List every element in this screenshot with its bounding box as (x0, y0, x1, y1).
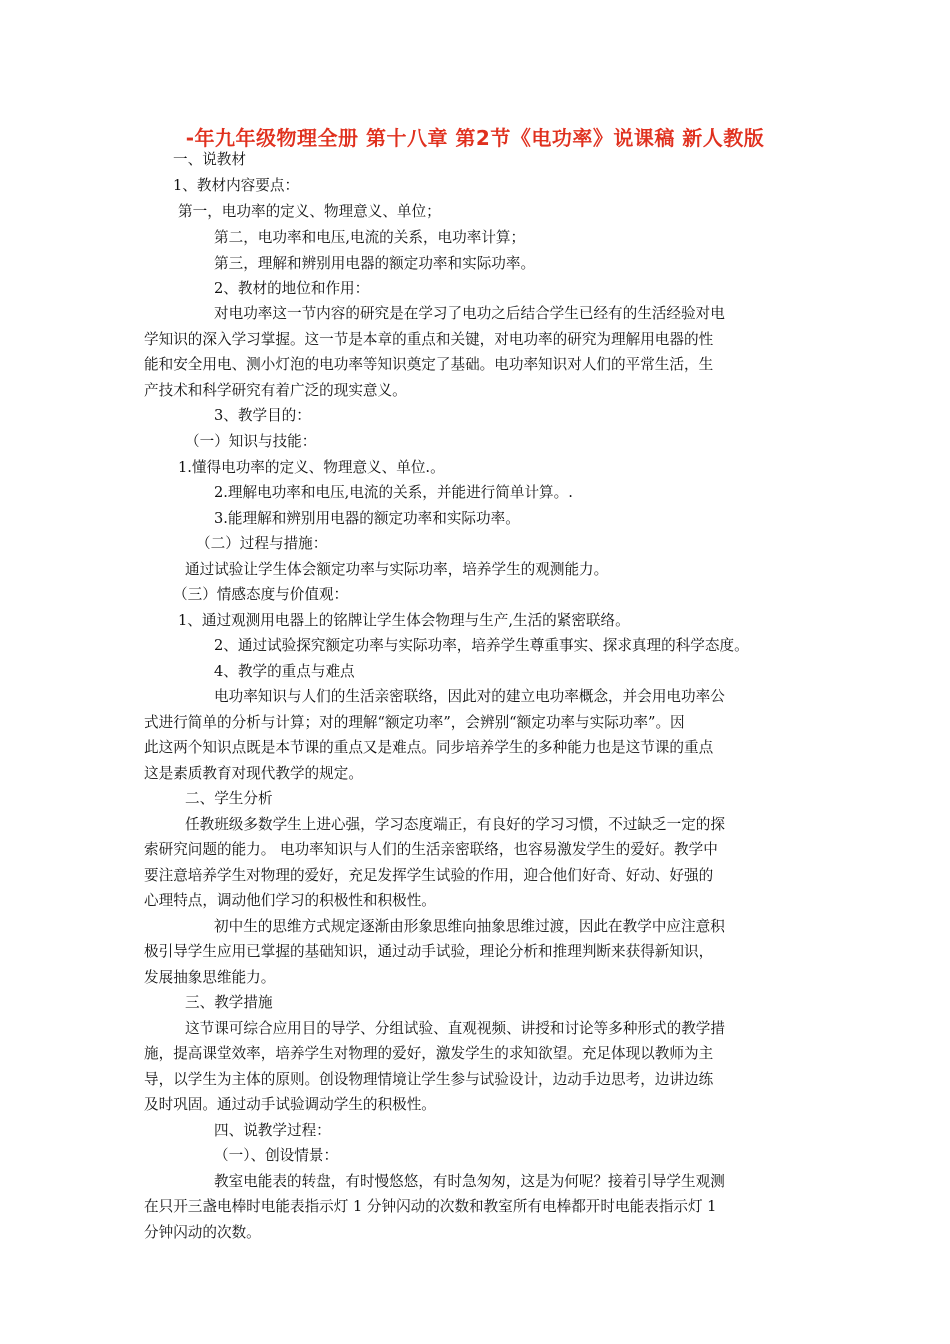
paragraph-line: 极引导学生应用已掌握的基础知识，通过动手试验，理论分析和推理判断来获得新知识， (144, 943, 714, 960)
paragraph-line: 这是素质教育对现代教学的规定。 (144, 765, 363, 782)
paragraph-line: 此这两个知识点既是本节课的重点又是难点。同步培养学生的多种能力也是这节课的重点 (144, 739, 714, 756)
paragraph-line: 发展抽象思维能力。 (144, 969, 276, 986)
paragraph-line: 学知识的深入学习掌握。这一节是本章的重点和关键，对电功率的研究为理解用电器的性 (144, 331, 714, 348)
paragraph-line: 式进行简单的分析与计算；对的理解“额定功率”，会辨别“额定功率与实际功率”。因 (144, 714, 685, 731)
paragraph-line: 这节课可综合应用目的导学、分组试验、直观视频、讲授和讨论等多种形式的教学措 (185, 1020, 725, 1037)
paragraph-line: 对电功率这一节内容的研究是在学习了电功之后结合学生已经有的生活经验对电 (214, 305, 725, 322)
subheading: 2、教材的地位和作用： (214, 280, 370, 297)
heading-section-4: 四、说教学过程： (214, 1122, 331, 1139)
paragraph-line: 任教班级多数学生上进心强，学习态度端正，有良好的学习习惯，不过缺乏一定的探 (185, 816, 725, 833)
paragraph-line: 要注意培养学生对物理的爱好，充足发挥学生试验的作用，迎合他们好奇、好动、好强的 (144, 867, 714, 884)
paragraph-line: 索研究问题的能力。 电功率知识与人们的生活亲密联络，也容易激发学生的爱好。教学中 (144, 841, 718, 858)
text-line: 第三，理解和辨别用电器的额定功率和实际功率。 (214, 255, 536, 272)
paragraph-line: 教室电能表的转盘，有时慢悠悠，有时急匆匆，这是为何呢？接着引导学生观测 (214, 1173, 725, 1190)
subheading: （二）过程与措施： (196, 535, 328, 552)
text-line: 2.理解电功率和电压,电流的关系，并能进行简单计算。. (214, 484, 573, 501)
subheading: （一）知识与技能： (185, 433, 317, 450)
heading-section-3: 三、教学措施 (185, 994, 273, 1011)
paragraph-line: 在只开三盏电棒时电能表指示灯 1 分钟闪动的次数和教室所有电棒都开时电能表指示灯 1 (144, 1198, 717, 1215)
text-line: 3.能理解和辨别用电器的额定功率和实际功率。 (214, 510, 520, 527)
paragraph-line: 心理特点，调动他们学习的积极性和积极性。 (144, 892, 436, 909)
paragraph-line: 导，以学生为主体的原则。创设物理情境让学生参与试验设计，边动手边思考，边讲边练 (144, 1071, 714, 1088)
subheading: （一）、创设情景： (214, 1147, 339, 1164)
text-line: 2、通过试验探究额定功率与实际功率，培养学生尊重事实、探求真理的科学态度。 (214, 637, 749, 654)
subheading: 3、教学目的： (214, 407, 311, 424)
paragraph-line: 能和安全用电、测小灯泡的电功率等知识奠定了基础。电功率知识对人们的平常生活，生 (144, 356, 714, 373)
text-line: 1.懂得电功率的定义、物理意义、单位.。 (178, 459, 445, 476)
paragraph-line: 及时巩固。通过动手试验调动学生的积极性。 (144, 1096, 436, 1113)
text-line: 第二，电功率和电压,电流的关系，电功率计算； (214, 229, 526, 246)
paragraph-line: 分钟闪动的次数。 (144, 1224, 261, 1241)
document-title: -年九年级物理全册 第十八章 第2节《电功率》说课稿 新人教版 (185, 126, 765, 150)
text-line: 第一，电功率的定义、物理意义、单位； (178, 203, 441, 220)
paragraph-line: 产技术和科学研究有着广泛的现实意义。 (144, 382, 407, 399)
paragraph-line: 施，提高课堂效率，培养学生对物理的爱好，激发学生的求知欲望。充足体现以教师为主 (144, 1045, 714, 1062)
paragraph-line: 电功率知识与人们的生活亲密联络，因此对的建立电功率概念，并会用电功率公 (214, 688, 725, 705)
text-line: 1、通过观测用电器上的铭牌让学生体会物理与生产,生活的紧密联络。 (178, 612, 630, 629)
subheading: 1、教材内容要点： (173, 177, 300, 194)
paragraph-line: 初中生的思维方式规定逐渐由形象思维向抽象思维过渡，因此在教学中应注意积 (214, 918, 725, 935)
subheading: （三）情感态度与价值观： (173, 586, 349, 603)
heading-section-2: 二、学生分析 (185, 790, 273, 807)
heading-section-1: 一、说教材 (173, 151, 246, 168)
text-line: 通过试验让学生体会额定功率与实际功率，培养学生的观测能力。 (185, 561, 609, 578)
subheading: 4、教学的重点与难点 (214, 663, 355, 680)
